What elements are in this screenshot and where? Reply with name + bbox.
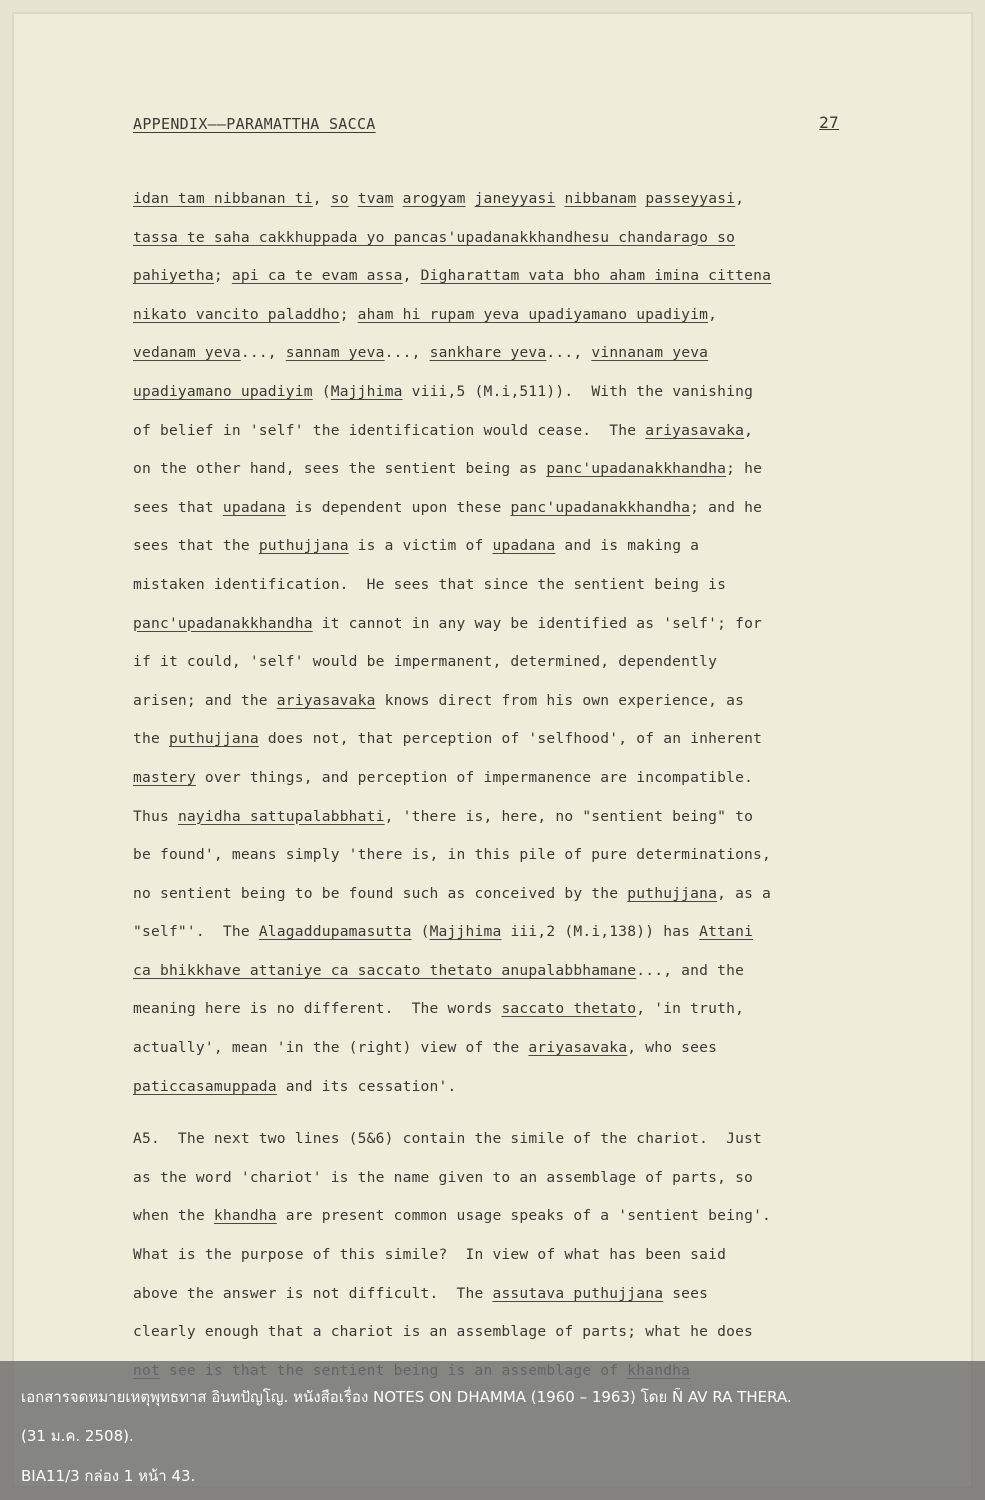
- underlined-pali-term: upadiyamano upadiyim: [133, 382, 313, 400]
- text-line: [133, 688, 843, 727]
- underlined-pali-term: vedanam yeva: [133, 344, 241, 362]
- text-line: [133, 302, 843, 341]
- text-segment: ,: [312, 190, 331, 207]
- caption-line-2: (31 ม.ค. 2508).: [21, 1427, 134, 1445]
- text-line: [133, 418, 843, 457]
- text-segment: ..., and the: [636, 961, 745, 979]
- page-number: 27: [819, 113, 839, 132]
- underlined-pali-term: Attani: [699, 923, 754, 941]
- text-segment: A5. The next two lines (5&6) contain the simile of the chariot. Just: [133, 1130, 763, 1148]
- text-segment: , as a: [717, 884, 772, 902]
- text-segment: viii,5 (M.i,511)). With the vanishing: [402, 382, 754, 400]
- text-segment: (: [411, 923, 430, 941]
- text-segment: What is the purpose of this simile? In view of what has been said: [133, 1246, 727, 1264]
- underlined-pali-term: tassa te saha cakkhuppada yo pancas'upadanakkhandhesu chandarago so: [133, 228, 736, 246]
- text-segment: ;: [213, 267, 232, 285]
- text-line: [133, 1319, 843, 1358]
- text-segment: [394, 190, 403, 207]
- caption-line-1: เอกสารจดหมายเหตุพุทธทาส อินทปัญโญ. หนังสือเรื่อง NOTES ON DHAMMA (1960 – 1963) โดย Ñ AV RA THERA.: [21, 1388, 792, 1406]
- text-segment: knows direct from his own experience, as: [375, 691, 745, 709]
- underlined-pali-term: panc'upadanakkhandha: [546, 460, 727, 478]
- underlined-pali-term: upadana: [492, 537, 556, 555]
- underlined-pali-term: tvam: [357, 190, 394, 207]
- text-line: [133, 1035, 843, 1074]
- underlined-pali-term: ca bhikkhave attaniye ca saccato thetato anupalabbhamane: [133, 961, 637, 979]
- underlined-pali-term: Alagaddupamasutta: [258, 923, 412, 941]
- text-segment: does not, that perception of 'selfhood', of an inherent: [258, 730, 763, 748]
- text-segment: the: [133, 730, 169, 748]
- text-segment: over things, and perception of impermanence are incompatible.: [195, 768, 754, 786]
- text-segment: arisen; and the: [133, 691, 277, 709]
- underlined-pali-term: Digharattam vata bho aham imina cittena: [420, 267, 772, 285]
- underlined-pali-term: Majjhima: [330, 382, 403, 400]
- text-line: [133, 804, 843, 843]
- text-line: [133, 649, 843, 688]
- text-segment: sees that: [133, 498, 223, 516]
- text-line: [133, 1126, 843, 1165]
- text-segment: ,: [708, 305, 718, 323]
- underlined-pali-term: ariyasavaka: [528, 1039, 628, 1057]
- text-line: [133, 379, 843, 418]
- text-line: [133, 996, 843, 1035]
- underlined-pali-term: janeyyasi: [474, 190, 556, 207]
- text-segment: ...,: [546, 344, 592, 362]
- underlined-pali-term: sankhare yeva: [429, 344, 547, 362]
- underlined-pali-term: sannam yeva: [285, 344, 385, 362]
- text-line: [133, 1242, 843, 1281]
- underlined-pali-term: nikato vancito paladdho: [133, 305, 340, 323]
- text-segment: sees: [663, 1284, 709, 1302]
- text-segment: "self"'. The: [133, 923, 259, 941]
- text-segment: of belief in 'self' the identification would cease. The: [133, 421, 646, 439]
- archive-caption: [0, 1361, 985, 1500]
- text-segment: Thus: [133, 807, 178, 825]
- text-line: [133, 495, 843, 534]
- text-line: [133, 611, 843, 650]
- text-line: [133, 958, 843, 997]
- typed-text-body: [133, 186, 843, 1396]
- text-segment: ;: [339, 305, 358, 323]
- caption-line-3: BIA11/3 กล่อง 1 หน้า 43.: [21, 1467, 196, 1485]
- text-segment: and its cessation'.: [276, 1077, 457, 1095]
- text-segment: if it could, 'self' would be impermanent, determined, dependently: [133, 653, 718, 671]
- text-segment: ,: [402, 267, 421, 285]
- text-segment: ; he: [726, 460, 763, 478]
- text-segment: [349, 190, 358, 207]
- underlined-pali-term: api ca te evam assa: [231, 267, 403, 285]
- text-segment: on the other hand, sees the sentient being as: [133, 460, 547, 478]
- underlined-pali-term: nayidha sattupalabbhati: [177, 807, 385, 825]
- text-line: [133, 572, 843, 611]
- underlined-pali-term: idan tam nibbanan ti: [133, 190, 313, 207]
- text-segment: ,: [744, 421, 754, 439]
- underlined-pali-term: aham hi rupam yeva upadiyamano upadiyim: [357, 305, 709, 323]
- text-segment: , who sees: [627, 1039, 718, 1057]
- text-line: [133, 186, 843, 225]
- text-line: [133, 1074, 843, 1113]
- underlined-pali-term: panc'upadanakkhandha: [133, 614, 313, 632]
- text-segment: when the: [133, 1207, 214, 1225]
- page-header: [133, 115, 839, 133]
- text-line: [133, 340, 843, 379]
- underlined-pali-term: upadana: [222, 498, 286, 516]
- text-segment: be found', means simply 'there is, in this pile of pure determinations,: [133, 846, 772, 864]
- underlined-pali-term: Majjhima: [429, 923, 502, 941]
- text-line: [133, 881, 843, 920]
- text-line: [133, 456, 843, 495]
- header-title: APPENDIX——PARAMATTHA SACCA: [133, 115, 376, 133]
- text-line: [133, 225, 843, 264]
- underlined-pali-term: puthujjana: [168, 730, 259, 748]
- text-segment: and is making a: [555, 537, 700, 555]
- underlined-pali-term: arogyam: [402, 190, 466, 207]
- underlined-pali-term: puthujjana: [258, 537, 349, 555]
- text-segment: , 'there is, here, no "sentient being" to: [384, 807, 754, 825]
- underlined-pali-term: passeyyasi: [645, 190, 736, 207]
- text-line: [133, 1281, 843, 1320]
- text-segment: as the word 'chariot' is the name given to an assemblage of parts, so: [133, 1168, 754, 1186]
- text-line: [133, 765, 843, 804]
- text-segment: [636, 190, 645, 207]
- underlined-pali-term: ariyasavaka: [645, 421, 745, 439]
- text-segment: sees that the: [133, 537, 259, 555]
- paragraph-gap: [133, 1112, 843, 1126]
- text-segment: ,: [735, 190, 745, 207]
- text-segment: no sentient being to be found such as conceived by the: [133, 884, 628, 902]
- underlined-pali-term: khandha: [213, 1207, 277, 1225]
- underlined-pali-term: vinnanam yeva: [591, 344, 709, 362]
- text-segment: meaning here is no different. The words: [133, 1000, 502, 1018]
- underlined-pali-term: panc'upadanakkhandha: [510, 498, 691, 516]
- text-segment: above the answer is not difficult. The: [133, 1284, 493, 1302]
- underlined-pali-term: saccato thetato: [501, 1000, 637, 1018]
- text-segment: is a victim of: [348, 537, 493, 555]
- underlined-pali-term: paticcasamuppada: [133, 1077, 277, 1095]
- underlined-pali-term: puthujjana: [627, 884, 718, 902]
- text-segment: it cannot in any way be identified as 'self'; for: [312, 614, 763, 632]
- underlined-pali-term: so: [330, 190, 349, 207]
- text-segment: is dependent upon these: [285, 498, 511, 516]
- text-segment: , 'in truth,: [636, 1000, 745, 1018]
- underlined-pali-term: ariyasavaka: [276, 691, 376, 709]
- text-segment: are present common usage speaks of a 'sentient being'.: [276, 1207, 772, 1225]
- text-line: [133, 1165, 843, 1204]
- text-segment: ...,: [384, 344, 430, 362]
- text-segment: clearly enough that a chariot is an assemblage of parts; what he does: [133, 1323, 754, 1341]
- text-line: [133, 919, 843, 958]
- text-segment: mistaken identification. He sees that since the sentient being is: [133, 575, 727, 593]
- underlined-pali-term: assutava puthujjana: [492, 1284, 664, 1302]
- text-line: [133, 726, 843, 765]
- text-segment: actually', mean 'in the (right) view of the: [133, 1039, 529, 1057]
- text-segment: [466, 190, 475, 207]
- text-segment: ...,: [240, 344, 286, 362]
- text-line: [133, 533, 843, 572]
- text-line: [133, 1203, 843, 1242]
- text-segment: ; and he: [690, 498, 763, 516]
- underlined-pali-term: mastery: [133, 768, 196, 786]
- text-line: [133, 263, 843, 302]
- text-segment: iii,2 (M.i,138)) has: [501, 923, 700, 941]
- text-line: [133, 842, 843, 881]
- underlined-pali-term: nibbanam: [564, 190, 637, 207]
- underlined-pali-term: pahiyetha: [133, 267, 214, 285]
- text-segment: (: [312, 382, 331, 400]
